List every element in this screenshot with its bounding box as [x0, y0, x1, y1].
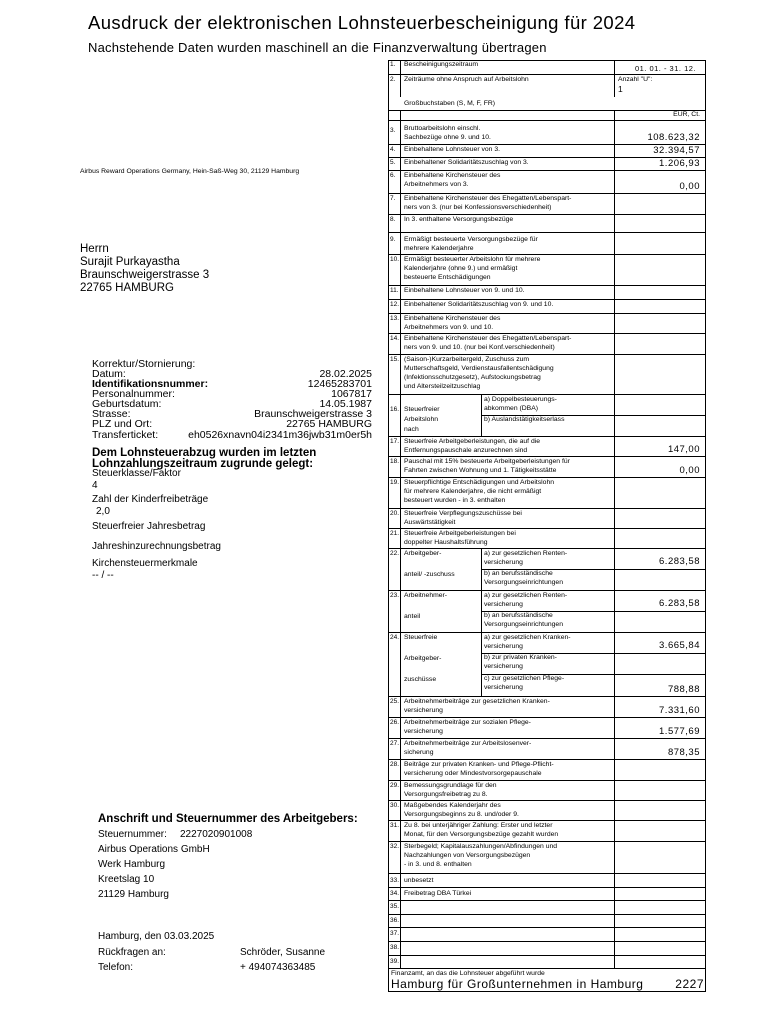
row-label-1: Pauschal mit 15% besteuerte Arbeitgeberleistungen für: [404, 458, 570, 465]
child-allowance-label: Zahl der Kinderfreibeträge: [92, 494, 209, 505]
row-label-2: Mutterschaftsgeld, Verdienstausfallentschädigung: [404, 365, 554, 372]
care-subsidy-value: 788,88: [667, 684, 700, 695]
row-number: 31.: [390, 822, 400, 829]
recipient-city: 22765 HAMBURG: [80, 282, 174, 294]
care-label-2: versicherung: [484, 684, 523, 691]
row-number: 33.: [390, 877, 400, 884]
row-label-2: Monat, für den Versorgungsbezüge gezahlt wurden: [404, 831, 559, 838]
row-number: 24.: [390, 634, 400, 641]
form-row-37: [388, 927, 706, 941]
tax-basis-heading-2: Lohnzahlungszeitraum zugrunde gelegt:: [92, 458, 314, 470]
employee-health-value: 7.331,60: [659, 705, 700, 716]
row-number: 20.: [390, 510, 400, 517]
row-label-2: sicherung: [404, 749, 434, 756]
row-number: 35.: [390, 903, 400, 910]
street-label: Strasse:: [92, 408, 131, 420]
row-label-2: Arbeitnehmers von 9. und 10.: [404, 324, 494, 331]
form-row-2: [388, 74, 706, 110]
row-label-2: versicherung oder Mindestvorsorgepauschale: [404, 770, 542, 777]
zip-city-value: 22765 HAMBURG: [286, 418, 372, 430]
form-row-33: [388, 873, 706, 887]
recipient-name: Surajit Purkayastha: [80, 256, 180, 268]
row-number: 15.: [390, 356, 400, 363]
income-tax-value: 32.394,57: [653, 145, 700, 156]
tax-office-footer: [388, 968, 706, 992]
transfer-ticket-label: Transferticket:: [92, 429, 159, 441]
period-value: 01. 01. - 31. 12.: [634, 64, 696, 73]
page-subtitle: Nachstehende Daten wurden maschinell an die Finanzverwaltung übertragen: [88, 40, 547, 55]
annual-addition-label: Jahreshinzurechnungsbetrag: [92, 541, 221, 552]
row-label: In 3. enthaltene Versorgungsbezüge: [404, 216, 514, 223]
form-row-4: [388, 144, 706, 157]
row-label-1: Steuerfreie Verpflegungszuschüsse bei: [404, 510, 522, 517]
health-label-2: versicherung: [484, 643, 523, 650]
row-label: Bescheinigungszeitraum: [404, 61, 479, 68]
employer-street: Kreetslag 10: [98, 874, 155, 885]
place-date: Hamburg, den 03.03.2025: [98, 931, 215, 942]
row-label-2: Arbeitnehmers von 3.: [404, 181, 469, 188]
birthdate-label: Geburtsdatum:: [92, 398, 162, 410]
row-label-1: Steuerfreie Arbeitgeberleistungen, die auf die: [404, 438, 541, 445]
employer-city: 21129 Hamburg: [98, 889, 169, 900]
row-number: 34.: [390, 890, 400, 897]
form-row-29: [388, 780, 706, 800]
row-number: 9.: [390, 236, 396, 243]
form-row-20: [388, 508, 706, 528]
row-label-1: Arbeitnehmerbeiträge zur Arbeitslosenver-: [404, 740, 532, 747]
pension-label-2: versicherung: [484, 559, 523, 566]
id-number-label: Identifikationsnummer:: [92, 378, 209, 390]
zip-city-label: PLZ und Ort:: [92, 418, 153, 430]
tax-office-name: Hamburg für Großunternehmen in Hamburg: [391, 977, 644, 991]
health-label-1: a) zur gesetzlichen Kranken-: [484, 634, 571, 641]
date-value: 28.02.2025: [319, 368, 372, 380]
row-number: 22.: [390, 550, 400, 557]
row-label-1: Sterbegeld; Kapitalauszahlungen/Abfindungen und: [404, 843, 558, 850]
form-row-11: [388, 285, 706, 299]
employee-pension-value: 6.283,58: [659, 598, 700, 609]
row-number: 2.: [390, 76, 396, 83]
row-label-1: Einbehaltene Kirchensteuer des Ehegatten/Lebenspart-: [404, 335, 572, 342]
row-label-3: besteuert wurden - in 3. enthalten: [404, 497, 506, 504]
row-number: 29.: [390, 782, 400, 789]
flat-rate-commute-value: 0,00: [679, 465, 700, 476]
pension-label-1: a) zur gesetzlichen Renten-: [484, 592, 568, 599]
row-number: 1.: [390, 61, 396, 68]
tax-class-value: 4: [92, 480, 98, 491]
row-number: 11.: [390, 287, 399, 294]
row-label-3: - in 3. und 8. enthalten: [404, 861, 472, 868]
row-label-1: (Saison-)Kurzarbeitergeld, Zuschuss zum: [404, 356, 530, 363]
private-health-label-2: versicherung: [484, 663, 523, 670]
recipient-street: Braunschweigerstrasse 3: [80, 269, 210, 281]
employer-plant: Werk Hamburg: [98, 859, 166, 870]
form-row-13: [388, 313, 706, 333]
row-label-3: zuschüsse: [404, 676, 437, 683]
tax-class-label: Steuerklasse/Faktor: [92, 468, 181, 479]
row-label: unbesetzt: [404, 877, 434, 884]
unemployment-value: 878,35: [667, 747, 700, 758]
row-label-2: doppelter Haushaltsführung: [404, 539, 488, 546]
row-label-4: und Altersteilzeitzuschlag: [404, 383, 481, 390]
row-number: 25.: [390, 698, 400, 705]
row-label-2: Versorgungsfreibetrag zu 8.: [404, 791, 488, 798]
row-label-1: Arbeitgeber-: [404, 550, 442, 557]
sender-line: Airbus Reward Operations Germany, Hein-Saß-Weg 30, 21129 Hamburg: [80, 168, 300, 175]
row-number: 12.: [390, 301, 400, 308]
row-number: 28.: [390, 761, 400, 768]
row-label-2: Entfernungspauschale anzurechnen sind: [404, 447, 528, 454]
form-row-12: [388, 299, 706, 313]
form-row-36: [388, 914, 706, 927]
gross-wage-value: 108.623,32: [647, 132, 700, 143]
row-number: 5.: [390, 159, 396, 166]
health-subsidy-value: 3.665,84: [659, 640, 700, 651]
form-row-8: [388, 214, 706, 232]
row-label-1: Steuerfreie Arbeitgeberleistungen bei: [404, 530, 516, 537]
contact-name: Schröder, Susanne: [240, 947, 326, 958]
row-label-3: (Infektionsschutzgesetz), Aufstockungsbetrag: [404, 374, 541, 381]
employer-name: Airbus Operations GmbH: [98, 844, 210, 855]
row-label-2: Sachbezüge ohne 9. und 10.: [404, 134, 491, 141]
form-row-24: [388, 632, 706, 696]
row-number: 16.: [390, 406, 400, 413]
row-number: 36.: [390, 917, 400, 924]
row-label-2: Arbeitslohn: [404, 416, 439, 423]
form-row-7: [388, 193, 706, 214]
row-label-1: Einbehaltene Kirchensteuer des: [404, 315, 501, 322]
row-number: 38.: [390, 944, 400, 951]
row-label-1: Einbehaltene Kirchensteuer des: [404, 172, 501, 179]
id-number-value: 12465283701: [307, 378, 372, 390]
professional-label-1: b) an berufsständische: [484, 612, 553, 619]
phone-number: + 494074363485: [240, 962, 316, 973]
row-label-1: Steuerfreie: [404, 634, 438, 641]
pension-label-1: a) zur gesetzlichen Renten-: [484, 550, 568, 557]
form-row-30: [388, 800, 706, 820]
row-number: 7.: [390, 195, 396, 202]
tax-certificate-form: [388, 60, 706, 992]
foreign-activity-label: b) Auslandstätigkeitserlass: [484, 416, 565, 423]
row-number: 37.: [390, 930, 400, 937]
row-number: 19.: [390, 479, 400, 486]
form-row-35: [388, 900, 706, 914]
row-label-1: Beiträge zur privaten Kranken- und Pflege-Pflicht-: [404, 761, 554, 768]
annual-allowance-label: Steuerfreier Jahresbetrag: [92, 521, 206, 532]
birthdate-value: 14.05.1987: [319, 398, 372, 410]
row-number: 23.: [390, 592, 400, 599]
tax-office-number: 2227: [675, 977, 704, 991]
page-title: Ausdruck der elektronischen Lohnsteuerbescheinigung für 2024: [88, 12, 636, 33]
row-label-1: Bruttoarbeitslohn einschl.: [404, 125, 481, 132]
professional-label-1: b) an berufsständische: [484, 570, 553, 577]
row-number: 21.: [390, 530, 400, 537]
recipient-salutation: Herrn: [80, 243, 109, 255]
row-number: 6.: [390, 172, 396, 179]
row-label-1: Steuerfreier: [404, 406, 440, 413]
care-label-1: c) zur gesetzlichen Pflege-: [484, 675, 565, 682]
letters-label: Großbuchstaben (S, M, F, FR): [404, 100, 496, 107]
church-tax-value: 0,00: [679, 181, 700, 192]
row-label: Einbehaltene Lohnsteuer von 9. und 10.: [404, 287, 525, 294]
professional-label-2: Versorgungseinrichtungen: [484, 621, 563, 628]
tax-basis-heading-1: Dem Lohnsteuerabzug wurden im letzten: [92, 447, 317, 459]
row-label-1: Maßgebendes Kalenderjahr des: [404, 802, 501, 809]
row-label-1: Steuerpflichtige Entschädigungen und Arbeitslohn: [404, 479, 555, 486]
form-row-22: [388, 548, 706, 590]
form-row-26: [388, 717, 706, 738]
form-row-10: [388, 254, 706, 285]
row-number: 18.: [390, 458, 400, 465]
row-label: Einbehaltener Solidaritätszuschlag von 9. und 10.: [404, 301, 554, 308]
correction-heading: Korrektur/Stornierung:: [92, 358, 196, 370]
form-row-18: [388, 456, 706, 477]
form-row-14: [388, 333, 706, 354]
commuter-benefit-value: 147,00: [667, 444, 700, 455]
currency-header: [388, 110, 706, 120]
row-label-2: anteil/ -zuschuss: [404, 571, 455, 578]
pension-label-2: versicherung: [484, 601, 523, 608]
row-label-1: Einbehaltene Kirchensteuer des Ehegatten/Lebenspart-: [404, 195, 572, 202]
row-label-2: Nachzahlungen von Versorgungsbezügen: [404, 852, 531, 859]
contact-label: Rückfragen an:: [98, 947, 166, 958]
row-label: Zeiträume ohne Anspruch auf Arbeitslohn: [404, 76, 529, 83]
row-label-2: ners von 3. (nur bei Konfessionsverschiedenheit): [404, 204, 552, 211]
form-row-3: [388, 120, 706, 144]
dba-label-2: abkommen (DBA): [484, 405, 539, 412]
form-row-25: [388, 696, 706, 717]
row-number: 27.: [390, 740, 400, 747]
form-row-6: [388, 170, 706, 193]
row-number: 14.: [390, 335, 400, 342]
phone-label: Telefon:: [98, 962, 134, 973]
currency-label: EUR, Ct.: [673, 111, 700, 118]
row-number: 26.: [390, 719, 400, 726]
row-label-2: versicherung: [404, 707, 443, 714]
date-label: Datum:: [92, 368, 126, 380]
church-tax-value: -- / --: [92, 570, 114, 581]
form-row-9: [388, 232, 706, 254]
form-row-1: [388, 60, 706, 74]
row-label-2: Auswärtstätigkeit: [404, 519, 456, 526]
row-label-1: Ermäßigt besteuerter Arbeitslohn für mehrere: [404, 256, 541, 263]
row-label-2: anteil: [404, 613, 421, 620]
tax-office-caption: Finanzamt, an das die Lohnsteuer abgeführt wurde: [391, 970, 545, 977]
row-label-2: mehrere Kalenderjahre: [404, 245, 474, 252]
row-label-2: Kalenderjahre (ohne 9.) und ermäßigt: [404, 265, 518, 272]
professional-label-2: Versorgungseinrichtungen: [484, 579, 563, 586]
row-label-1: Arbeitnehmerbeiträge zur gesetzlichen Kranken-: [404, 698, 550, 705]
row-label-2: für mehrere Kalenderjahre, die nicht ermäßigt: [404, 488, 542, 495]
row-number: 32.: [390, 843, 400, 850]
row-label-1: Arbeitnehmer-: [404, 592, 448, 599]
form-row-16: [388, 394, 706, 436]
solidarity-surcharge-value: 1.206,93: [659, 158, 700, 169]
count-value: 1: [618, 84, 623, 94]
form-row-21: [388, 528, 706, 548]
row-label-1: Ermäßigt besteuerte Versorgungsbezüge für: [404, 236, 538, 243]
transfer-ticket-value: eh0526xnavn04i2341m36jwb31m0er5h: [188, 429, 372, 441]
employer-tax-number-label: Steuernummer:: [98, 829, 167, 840]
private-health-label-1: b) zur privaten Kranken-: [484, 654, 557, 661]
row-label-1: Zu 8. bei unterjähriger Zahlung: Erster und letzter: [404, 822, 553, 829]
row-number: 39.: [390, 958, 400, 965]
form-row-34: [388, 887, 706, 900]
row-label: Einbehaltener Solidaritätszuschlag von 3.: [404, 159, 529, 166]
form-row-15: [388, 354, 706, 394]
employee-care-value: 1.577,69: [659, 726, 700, 737]
row-label: Einbehaltene Lohnsteuer von 3.: [404, 146, 500, 153]
row-label-2: Fahrten zwischen Wohnung und 1. Tätigkeitsstätte: [404, 467, 557, 474]
form-row-38: [388, 941, 706, 955]
form-row-31: [388, 820, 706, 841]
row-label-2: ners von 9. und 10. (nur bei Konf.verschiedenheit): [404, 344, 555, 351]
row-number: 10.: [390, 256, 400, 263]
row-label-2: Arbeitgeber-: [404, 655, 442, 662]
personnel-number-value: 1067817: [331, 388, 372, 400]
form-row-5: [388, 157, 706, 170]
form-row-17: [388, 436, 706, 456]
form-row-32: [388, 841, 706, 873]
row-label-2: versicherung: [404, 728, 443, 735]
dba-label-1: a) Doppelbesteuerungs-: [484, 396, 557, 403]
count-label: Anzahl "U":: [618, 76, 653, 83]
row-number: 4.: [390, 146, 396, 153]
employer-pension-value: 6.283,58: [659, 556, 700, 567]
row-label-3: nach: [404, 426, 419, 433]
row-number: 8.: [390, 216, 396, 223]
child-allowance-value: 2,0: [96, 506, 110, 517]
street-value: Braunschweigerstrasse 3: [254, 408, 372, 420]
row-label-3: besteuerte Entschädigungen: [404, 274, 491, 281]
form-row-23: [388, 590, 706, 632]
form-row-27: [388, 738, 706, 759]
form-row-19: [388, 477, 706, 508]
row-label: Freibetrag DBA Türkei: [404, 890, 472, 897]
row-number: 30.: [390, 802, 400, 809]
row-number: 13.: [390, 315, 400, 322]
employer-tax-number: 2227020901008: [180, 829, 253, 840]
row-label-1: Arbeitnehmerbeiträge zur sozialen Pflege-: [404, 719, 531, 726]
church-tax-label: Kirchensteuermerkmale: [92, 558, 198, 569]
row-label-2: Versorgungsbeginns zu 8. und/oder 9.: [404, 811, 519, 818]
row-label-1: Bemessungsgrundlage für den: [404, 782, 497, 789]
row-number: 3.: [390, 127, 396, 134]
form-row-28: [388, 759, 706, 780]
personnel-number-label: Personalnummer:: [92, 388, 175, 400]
row-number: 17.: [390, 438, 400, 445]
employer-heading: Anschrift und Steuernummer des Arbeitgebers:: [98, 813, 358, 825]
form-row-39: [388, 955, 706, 968]
